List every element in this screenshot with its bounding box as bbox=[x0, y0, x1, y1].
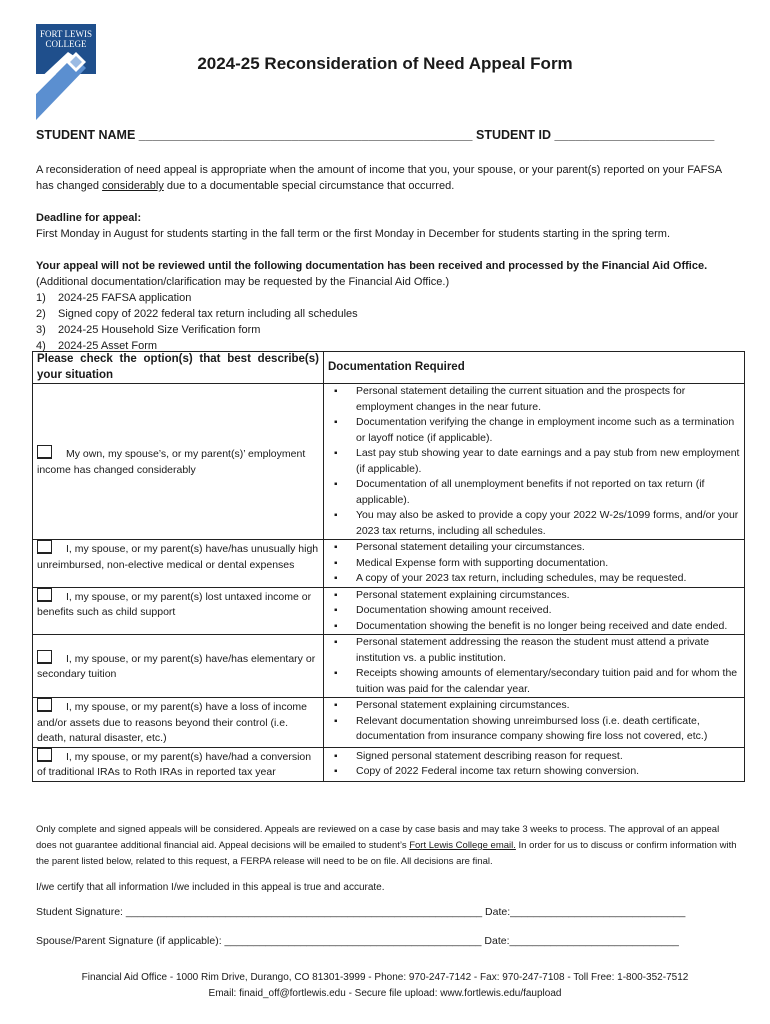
logo-line2: COLLEGE bbox=[45, 39, 87, 49]
intro-paragraph bbox=[36, 162, 742, 194]
student-id-line bbox=[36, 128, 714, 142]
item-number: 4) bbox=[36, 340, 46, 352]
college-email-link: Fort Lewis College email. bbox=[409, 840, 516, 851]
situation-checkbox[interactable] bbox=[37, 650, 52, 664]
docs-cell bbox=[324, 540, 745, 588]
doc-item: ▪ Documentation showing the benefit is no longer being received and date ended. bbox=[356, 619, 740, 635]
item-text: 2024-25 Household Size Verification form bbox=[58, 324, 261, 336]
doc-item: ▪ Personal statement detailing your circumstances. bbox=[356, 540, 740, 556]
student-name-field[interactable]: ________________________________________________ bbox=[138, 128, 473, 142]
doc-item: ▪ Personal statement detailing the current situation and the prospects for employment changes in the near future. bbox=[356, 384, 740, 415]
situation-cell bbox=[33, 540, 324, 588]
col-docs-header: Documentation Required bbox=[324, 352, 745, 384]
item-number: 2) bbox=[36, 308, 46, 320]
intro-text-end: due to a documentable special circumstance that occurred. bbox=[163, 180, 455, 192]
situation-text: I, my spouse, or my parent(s) have/has elementary or secondary tuition bbox=[37, 652, 316, 680]
situation-checkbox[interactable] bbox=[37, 748, 52, 762]
item-number: 1) bbox=[36, 292, 46, 304]
item-number: 3) bbox=[36, 324, 46, 336]
intro-emphasis: considerably bbox=[102, 180, 164, 192]
situation-checkbox[interactable] bbox=[37, 445, 52, 459]
situation-checkbox[interactable] bbox=[37, 540, 52, 554]
col-situation-header: Please check the option(s) that best describe(s) your situation bbox=[33, 352, 324, 384]
student-id-label: STUDENT ID bbox=[475, 128, 551, 142]
docs-cell bbox=[324, 747, 745, 781]
form-title: 2024-25 Reconsideration of Need Appeal Form bbox=[197, 54, 573, 73]
deadline-section bbox=[36, 210, 742, 242]
intro-text: A reconsideration of need appeal is appropriate when the amount of income that you, your spouse, or your parent(s) reported on your FAFSA has changed bbox=[36, 164, 722, 192]
docs-cell bbox=[324, 587, 745, 635]
item-text: Signed copy of 2022 federal tax return including all schedules bbox=[58, 308, 358, 320]
situation-table bbox=[32, 351, 745, 782]
doc-item: ▪ Documentation of all unemployment benefits if not reported on tax return (if applicable). bbox=[356, 477, 740, 508]
situation-text: My own, my spouse’s, or my parent(s)’ employment income has changed considerably bbox=[37, 448, 306, 476]
doc-item: ▪ Relevant documentation showing unreimbursed loss (i.e. death certificate, documentation from insurance company showing fire loss not covered, etc.) bbox=[356, 714, 740, 745]
deadline-heading: Deadline for appeal: bbox=[36, 212, 142, 224]
doc-item: ▪ Signed personal statement describing reason for request. bbox=[356, 749, 740, 765]
student-signature-label: Student Signature: bbox=[36, 906, 123, 918]
parent-signature-field[interactable]: ____________________________________________ bbox=[224, 935, 482, 947]
student-date-field[interactable]: ______________________________ bbox=[510, 906, 686, 918]
parent-date-field[interactable]: _____________________________ bbox=[509, 935, 679, 947]
situation-cell bbox=[33, 698, 324, 748]
footer-contact: Financial Aid Office - 1000 Rim Drive, Durango, CO 81301-3999 - Phone: 970-247-7142 - Fax: 970-247-7108 - Toll Free: 1-800-352-7512 bbox=[81, 972, 689, 983]
doc-item: ▪ Documentation verifying the change in employment income such as a termination or layoff notice (if applicable). bbox=[356, 415, 740, 446]
closing-text-end: In order for us to discuss or confirm information with the parent listed below, related to this request, a FERPA release will need to be on file. All decisions are final. bbox=[36, 840, 737, 867]
situation-text: I, my spouse, or my parent(s) lost untaxed income or benefits such as child support bbox=[37, 590, 312, 618]
requirements-heading: Your appeal will not be reviewed until the following documentation has been received and processed by the Financial Aid Office. bbox=[36, 260, 708, 272]
deadline-text: First Monday in August for students starting in the fall term or the first Monday in December for students starting in the spring term. bbox=[36, 228, 671, 240]
parent-signature-line bbox=[36, 935, 679, 947]
situation-text: I, my spouse, or my parent(s) have/had a conversion of traditional IRAs to Roth IRAs in reported tax year bbox=[37, 750, 312, 778]
situation-cell bbox=[33, 384, 324, 540]
closing-paragraph bbox=[36, 822, 742, 870]
table-row bbox=[33, 384, 745, 540]
doc-item: ▪ Personal statement explaining circumstances. bbox=[356, 588, 740, 604]
closing-text: Only complete and signed appeals will be considered. Appeals are reviewed on a case by case basis and may take 3 weeks to process. The approval of an appeal does not guarantee additional financial aid. Appeal decisions will be emailed to student’s bbox=[36, 824, 720, 851]
docs-cell bbox=[324, 635, 745, 698]
situation-cell bbox=[33, 747, 324, 781]
table-row bbox=[33, 540, 745, 588]
doc-item: ▪ Personal statement addressing the reason the student must attend a private institution vs. a public institution. bbox=[356, 635, 740, 666]
doc-item: ▪ A copy of your 2023 tax return, including schedules, may be requested. bbox=[356, 571, 740, 587]
list-item bbox=[36, 306, 742, 322]
docs-cell bbox=[324, 384, 745, 540]
footer-email: Email: finaid_off@fortlewis.edu - Secure file upload: www.fortlewis.edu/faupload bbox=[208, 988, 562, 999]
doc-item: ▪ You may also be asked to provide a copy your 2022 W-2s/1099 forms, and/or your 2023 tax returns, including all schedules. bbox=[356, 508, 740, 539]
date-label: Date: bbox=[484, 935, 510, 947]
situation-cell bbox=[33, 587, 324, 635]
item-text: 2024-25 Asset Form bbox=[58, 340, 158, 352]
item-text: 2024-25 FAFSA application bbox=[58, 292, 192, 304]
parent-signature-label: Spouse/Parent Signature (if applicable): bbox=[36, 935, 222, 947]
situation-text: I, my spouse, or my parent(s) have a loss of income and/or assets due to reasons beyond their control (i.e. death, natural disaster, etc.) bbox=[37, 701, 308, 744]
logo-line1: FORT LEWIS bbox=[39, 29, 93, 39]
doc-item: ▪ Documentation showing amount received. bbox=[356, 603, 740, 619]
table-row bbox=[33, 698, 745, 748]
docs-cell bbox=[324, 698, 745, 748]
doc-item: ▪ Receipts showing amounts of elementary/secondary tuition paid and for whom the tuition was paid for the calendar year. bbox=[356, 666, 740, 697]
student-id-field[interactable]: _______________________ bbox=[554, 128, 715, 142]
certify-statement: I/we certify that all information I/we included in this appeal is true and accurate. bbox=[36, 882, 385, 893]
student-name-label: STUDENT NAME bbox=[36, 128, 136, 142]
table-row bbox=[33, 587, 745, 635]
student-signature-line bbox=[36, 906, 685, 918]
requirements-section bbox=[36, 258, 742, 354]
situation-cell bbox=[33, 635, 324, 698]
student-signature-field[interactable]: _____________________________________________________________ bbox=[125, 906, 483, 918]
situation-checkbox[interactable] bbox=[37, 698, 52, 712]
situation-checkbox[interactable] bbox=[37, 588, 52, 602]
requirements-note: (Additional documentation/clarification may be requested by the Financial Aid Office.) bbox=[36, 276, 450, 288]
doc-item: ▪ Medical Expense form with supporting documentation. bbox=[356, 556, 740, 572]
list-item bbox=[36, 290, 742, 306]
situation-text: I, my spouse, or my parent(s) have/has unusually high unreimbursed, non-elective medical or dental expenses bbox=[37, 543, 319, 571]
date-label: Date: bbox=[485, 906, 511, 918]
table-row bbox=[33, 747, 745, 781]
doc-item: ▪ Copy of 2022 Federal income tax return showing conversion. bbox=[356, 764, 740, 780]
table-header-row bbox=[33, 352, 745, 384]
list-item bbox=[36, 322, 742, 338]
doc-item: ▪ Personal statement explaining circumstances. bbox=[356, 698, 740, 714]
table-row bbox=[33, 635, 745, 698]
doc-item: ▪ Last pay stub showing year to date earnings and a pay stub from new employment (if applicable). bbox=[356, 446, 740, 477]
requirements-list bbox=[36, 290, 742, 354]
